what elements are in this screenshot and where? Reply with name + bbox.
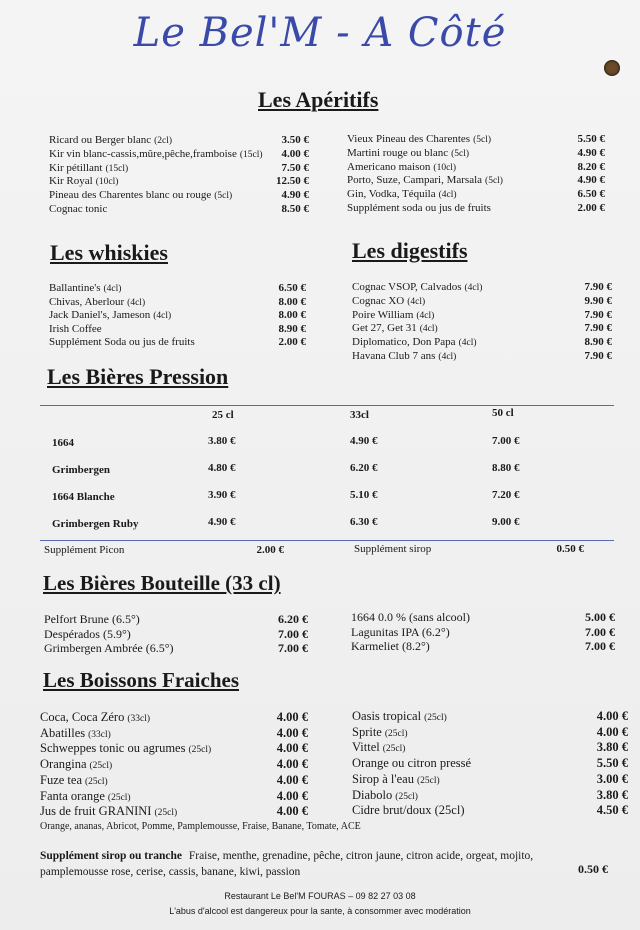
aperitif-item-label: Supplément soda ou jus de fruits	[347, 202, 491, 214]
pression-price: 7.00 €	[492, 435, 520, 447]
aperitif-item-price: 4.90 €	[577, 146, 605, 159]
fraiche-item-label: Orangina	[40, 757, 87, 772]
bouteille-item-name	[44, 627, 131, 642]
bouteille-item-price: 7.00 €	[278, 641, 308, 655]
fraiche-item-name	[40, 741, 211, 756]
pression-beer-name: Grimbergen	[52, 464, 111, 476]
fraiche-item-name	[352, 709, 447, 724]
digestif-item-name	[352, 309, 434, 321]
aperitif-item-label: Cognac tonic	[49, 203, 108, 215]
digestif-item-price: 7.90 €	[584, 281, 612, 293]
aperitif-item-price: 6.50 €	[577, 188, 605, 201]
fraiche-item-volume: (25cl)	[89, 761, 113, 772]
aperitif-item-price: 2.00 €	[577, 202, 605, 214]
aperitif-item-volume: (15cl)	[105, 163, 129, 174]
whisky-item-name	[49, 282, 121, 294]
bouteille-item-name	[44, 641, 174, 656]
bouteille-item-price: 7.00 €	[278, 626, 308, 641]
pression-price: 4.90 €	[208, 516, 236, 528]
aperitif-item-name	[49, 203, 107, 215]
supplement-line2: pamplemousse rose, cerise, cassis, banane, kiwi, passion	[40, 866, 301, 878]
digestif-item-label: Havana Club 7 ans	[352, 350, 436, 362]
pression-beer-name: 1664	[52, 437, 74, 449]
fraiche-item-label: Oasis tropical	[352, 709, 422, 723]
fraiche-item-price: 4.00 €	[276, 710, 308, 724]
granini-flavours: Orange, ananas, Abricot, Pomme, Pamplemousse, Fraise, Banane, Tomate, ACE	[40, 821, 361, 832]
heading-pression: Les Bières Pression	[47, 364, 229, 389]
heading-digestifs: Les digestifs	[352, 238, 468, 263]
fraiche-item-name	[352, 772, 440, 787]
aperitif-item-name	[347, 174, 503, 186]
whisky-item-price: 8.00 €	[278, 295, 306, 308]
digestif-item-label: Diplomatico, Don Papa	[352, 336, 456, 349]
bouteille-item-label: Lagunitas IPA (6.2°)	[351, 624, 450, 639]
pression-price: 6.30 €	[350, 516, 378, 528]
aperitif-item-volume: (5cl)	[451, 148, 470, 159]
fraiche-item-name	[40, 726, 111, 741]
fraiche-item-volume: (33cl)	[88, 729, 111, 740]
aperitif-item-name	[49, 162, 128, 174]
pression-price: 3.80 €	[208, 435, 236, 447]
aperitif-item-volume: (5cl)	[473, 135, 491, 145]
aperitif-item-label: Porto, Suze, Campari, Marsala	[347, 174, 483, 187]
aperitif-item-volume: (10cl)	[433, 162, 457, 173]
fraiche-item-label: Cidre brut/doux (25cl)	[352, 803, 465, 818]
fraiche-item-label: Fuze tea	[40, 772, 82, 787]
digestif-item-volume: (4cl)	[458, 338, 477, 349]
digestif-item-label: Cognac VSOP, Calvados	[352, 281, 462, 293]
whisky-item-name	[49, 296, 145, 308]
fraiche-item-name	[352, 803, 464, 818]
aperitif-item-price: 4.00 €	[281, 147, 309, 160]
aperitif-item-name	[347, 188, 457, 200]
digestif-item-name	[352, 281, 482, 293]
fraiche-item-name	[40, 757, 112, 772]
col-33cl: 33cl	[350, 409, 369, 421]
pression-top-rule	[40, 405, 614, 406]
pression-price: 5.10 €	[350, 489, 378, 501]
fraiche-item-price: 4.50 €	[596, 803, 628, 818]
aperitif-item-price: 12.50 €	[276, 175, 309, 188]
digestif-item-label: Get 27, Get 31	[352, 322, 417, 335]
bouteille-item-name	[351, 639, 430, 654]
digestif-item-label: Poire William	[352, 308, 414, 321]
fraiche-item-label: Orange ou citron pressé	[352, 756, 472, 771]
fraiche-item-volume: (25cl)	[107, 792, 131, 803]
digestif-item-name	[352, 336, 477, 348]
aperitif-item-label: Gin, Vodka, Téquila	[347, 188, 436, 201]
supp-sirop-label: Supplément sirop	[354, 543, 432, 555]
bouteille-item-price: 6.20 €	[278, 612, 308, 626]
bouteille-item-label: Grimbergen Ambrée (6.5°)	[44, 641, 174, 655]
fraiche-item-volume: (25cl)	[382, 744, 406, 755]
digestif-item-name	[352, 350, 456, 362]
fraiche-item-name	[352, 756, 471, 771]
fraiche-item-label: Schweppes tonic ou agrumes	[40, 741, 186, 756]
fraiche-item-price: 4.00 €	[276, 772, 308, 787]
fraiche-item-label: Abatilles	[40, 725, 86, 740]
menu-title: Le Bel'M - A Côté	[133, 10, 507, 56]
whisky-item-price: 8.00 €	[278, 309, 306, 322]
digestif-item-volume: (4cl)	[419, 324, 438, 335]
fraiche-item-label: Sirop à l'eau	[352, 771, 414, 786]
pression-price: 7.20 €	[492, 489, 520, 501]
fraiche-item-price: 4.00 €	[596, 724, 628, 739]
fraiche-item-price: 4.00 €	[276, 741, 308, 756]
pression-price: 4.90 €	[350, 435, 378, 447]
aperitif-item-name	[347, 133, 491, 145]
fraiche-item-price: 5.50 €	[596, 756, 628, 771]
heading-whiskies: Les whiskies	[50, 240, 168, 265]
whisky-item-volume: (4cl)	[103, 284, 122, 294]
whisky-item-label: Supplément Soda ou jus de fruits	[49, 336, 195, 349]
heading-fraiches: Les Boissons Fraiches	[43, 668, 240, 692]
col-50cl: 50 cl	[492, 407, 514, 419]
aperitif-item-volume: (5cl)	[214, 191, 233, 202]
aperitif-item-price: 8.50 €	[281, 203, 309, 215]
digestif-item-volume: (4cl)	[464, 283, 483, 293]
aperitif-item-name	[347, 202, 491, 214]
aperitif-item-price: 7.50 €	[281, 161, 309, 174]
whisky-item-price: 2.00 €	[278, 336, 306, 349]
pression-price: 4.80 €	[208, 462, 236, 474]
pression-price: 8.80 €	[492, 462, 520, 474]
aperitif-item-label: Americano maison	[347, 160, 431, 173]
aperitif-item-volume: (15cl)	[239, 149, 263, 160]
supplement-line1: Fraise, menthe, grenadine, pêche, citron jaune, citron acide, orgeat, mojito,	[188, 850, 534, 862]
aperitif-item-label: Kir vin blanc-cassis,mûre,pêche,framboise	[49, 147, 237, 160]
fraiche-item-volume: (25cl)	[395, 791, 418, 802]
punch-hole	[604, 60, 620, 76]
fraiche-item-volume: (33cl)	[127, 714, 151, 724]
aperitif-item-name	[347, 161, 456, 173]
aperitif-item-price: 3.50 €	[281, 134, 309, 146]
digestif-item-label: Cognac XO	[352, 294, 405, 307]
aperitif-item-price: 5.50 €	[577, 133, 605, 145]
heading-bouteille: Les Bières Bouteille (33 cl)	[43, 571, 281, 595]
footer-phone: Restaurant Le Bel'M FOURAS – 09 82 27 03 08	[224, 891, 416, 901]
whisky-item-label: Irish Coffee	[49, 322, 102, 335]
fraiche-item-volume: (25cl)	[384, 728, 408, 739]
aperitif-item-name	[49, 148, 263, 160]
whisky-item-label: Chivas, Aberlour	[49, 295, 125, 308]
aperitif-item-volume: (5cl)	[485, 176, 503, 187]
aperitif-item-label: Kir pétillant	[49, 161, 103, 174]
digestif-item-name	[352, 322, 438, 334]
bouteille-item-price: 7.00 €	[585, 639, 615, 653]
aperitif-item-label: Pineau des Charentes blanc ou rouge	[49, 189, 212, 202]
fraiche-item-price: 4.00 €	[596, 709, 628, 723]
fraiche-item-name	[352, 725, 408, 740]
fraiche-item-volume: (25cl)	[154, 808, 178, 819]
supp-picon-price: 2.00 €	[256, 544, 284, 556]
fraiche-item-price: 3.80 €	[596, 787, 628, 802]
fraiche-item-label: Coca, Coca Zéro	[40, 710, 125, 724]
digestif-item-price: 7.90 €	[584, 350, 612, 362]
whisky-item-price: 8.90 €	[278, 322, 306, 335]
bouteille-item-price: 5.00 €	[585, 610, 615, 624]
aperitif-item-price: 4.90 €	[577, 174, 605, 187]
digestif-item-volume: (4cl)	[407, 296, 426, 307]
digestif-item-price: 7.90 €	[584, 308, 612, 321]
supp-picon-label: Supplément Picon	[44, 544, 125, 556]
fraiche-item-label: Diabolo	[352, 787, 393, 802]
digestif-item-volume: (4cl)	[438, 352, 457, 362]
fraiche-item-volume: (25cl)	[416, 775, 440, 786]
pression-price: 6.20 €	[350, 462, 378, 474]
bouteille-item-label: Karmeliet (8.2°)	[351, 639, 430, 653]
whisky-item-volume: (4cl)	[127, 297, 146, 308]
aperitif-item-label: Martini rouge ou blanc	[347, 146, 449, 159]
whisky-item-name	[49, 336, 195, 348]
fraiche-item-price: 4.00 €	[276, 725, 308, 740]
aperitif-item-label: Ricard ou Berger blanc	[49, 134, 152, 146]
pression-price: 9.00 €	[492, 516, 520, 528]
aperitif-item-name	[49, 175, 118, 187]
aperitif-item-volume: (10cl)	[95, 177, 119, 188]
whisky-item-volume: (4cl)	[153, 311, 172, 322]
digestif-item-price: 8.90 €	[584, 336, 612, 349]
bouteille-item-name	[44, 612, 140, 627]
supp-sirop-price: 0.50 €	[556, 543, 584, 555]
aperitif-item-label: Vieux Pineau des Charentes	[347, 133, 471, 145]
pression-bottom-rule	[40, 540, 614, 541]
fraiche-item-name	[40, 804, 177, 819]
fraiche-item-name	[40, 773, 108, 788]
supplement-block	[40, 848, 630, 880]
fraiche-item-volume: (25cl)	[188, 745, 212, 756]
digestif-item-price: 7.90 €	[584, 322, 612, 335]
bouteille-item-name	[351, 625, 450, 640]
digestif-item-volume: (4cl)	[416, 310, 435, 321]
fraiche-item-name	[40, 710, 150, 725]
fraiche-item-price: 4.00 €	[276, 804, 308, 819]
col-25cl: 25 cl	[212, 409, 234, 421]
fraiche-item-volume: (25cl)	[85, 776, 108, 787]
fraiche-item-volume: (25cl)	[424, 713, 447, 723]
whisky-item-label: Jack Daniel's, Jameson	[49, 309, 151, 322]
bouteille-item-price: 7.00 €	[585, 624, 615, 639]
aperitif-item-price: 4.90 €	[281, 189, 309, 202]
fraiche-item-name	[352, 740, 405, 755]
fraiche-item-name	[352, 788, 418, 803]
whisky-item-price: 6.50 €	[278, 282, 306, 294]
bouteille-item-label: Despérados (5.9°)	[44, 626, 131, 641]
aperitif-item-volume: (2cl)	[154, 136, 173, 146]
whisky-item-label: Ballantine's	[49, 282, 101, 294]
pression-beer-name: Grimbergen Ruby	[52, 518, 139, 530]
bouteille-item-name	[351, 610, 470, 625]
fraiche-item-label: Vittel	[352, 740, 380, 755]
fraiche-item-price: 4.00 €	[276, 788, 308, 803]
aperitif-item-name	[347, 147, 469, 159]
fraiche-item-price: 3.00 €	[596, 771, 628, 786]
digestif-item-price: 9.90 €	[584, 294, 612, 307]
footer-warning: L'abus d'alcool est dangereux pour la sante, à consommer avec modération	[169, 906, 471, 916]
fraiche-item-price: 4.00 €	[276, 757, 308, 772]
pression-price: 3.90 €	[208, 489, 236, 501]
aperitif-item-name	[49, 134, 172, 146]
whisky-item-name	[49, 309, 171, 321]
fraiche-item-label: Jus de fruit GRANINI	[40, 804, 152, 819]
supplement-price: 0.50 €	[578, 862, 608, 876]
bouteille-item-label: Pelfort Brune (6.5°)	[44, 612, 140, 626]
fraiche-item-label: Sprite	[352, 724, 382, 739]
fraiche-item-name	[40, 789, 131, 804]
aperitif-item-name	[49, 189, 232, 201]
heading-aperitifs: Les Apéritifs	[258, 87, 379, 112]
whisky-item-name	[49, 323, 102, 335]
bouteille-item-label: 1664 0.0 % (sans alcool)	[351, 610, 470, 624]
digestif-item-name	[352, 295, 425, 307]
supplement-label: Supplément sirop ou tranche	[40, 850, 182, 862]
fraiche-item-label: Fanta orange	[40, 788, 105, 803]
fraiche-item-price: 3.80 €	[596, 740, 628, 755]
pression-beer-name: 1664 Blanche	[52, 491, 115, 503]
aperitif-item-volume: (4cl)	[438, 190, 457, 201]
aperitif-item-price: 8.20 €	[577, 160, 605, 173]
aperitif-item-label: Kir Royal	[49, 175, 93, 188]
